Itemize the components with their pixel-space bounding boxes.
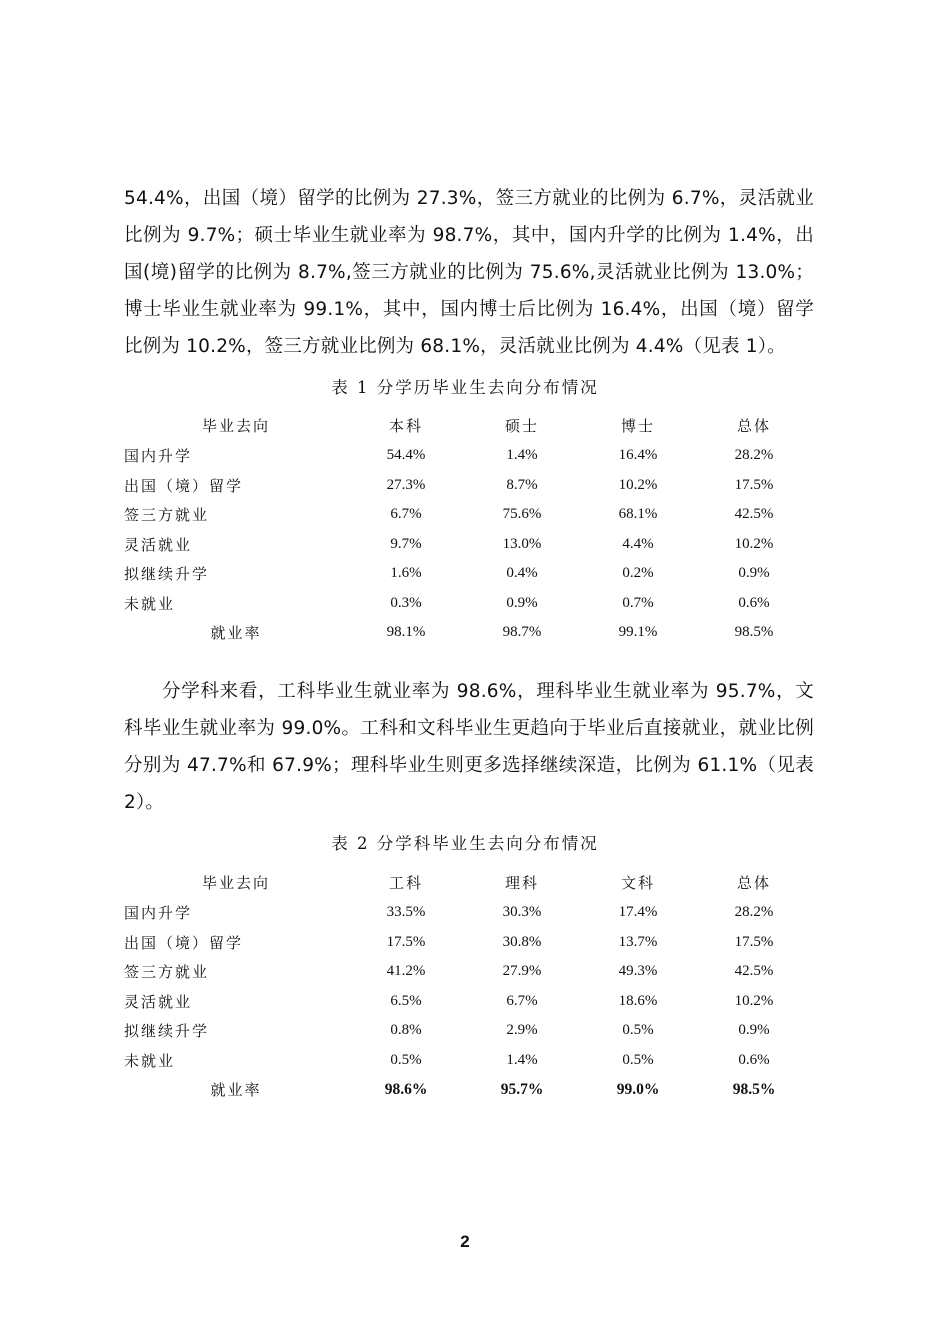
row-label: 未就业 [124, 596, 176, 613]
cell-value: 98.7% [502, 624, 542, 641]
row-label: 国内升学 [124, 449, 193, 466]
header-science: 理科 [504, 876, 539, 892]
cell-value: 0.9% [506, 594, 538, 611]
cell-value: 0.4% [506, 565, 538, 582]
cell-value: 10.2% [618, 476, 658, 493]
row-label: 灵活就业 [124, 994, 193, 1011]
cell-value: 8.7% [506, 476, 538, 493]
cell-value: 1.6% [390, 565, 422, 582]
cell-value: 6.5% [390, 992, 422, 1009]
header-destination: 毕业去向 [201, 419, 270, 435]
cell-value: 10.2% [734, 535, 774, 552]
table-row [124, 987, 812, 1017]
row-label: 出国（境）留学 [124, 935, 244, 952]
table-row [124, 1016, 812, 1046]
table-row [124, 559, 812, 589]
row-label: 就业率 [210, 1083, 262, 1100]
cell-value: 13.0% [502, 535, 542, 552]
cell-value: 99.1% [618, 624, 658, 641]
cell-value: 0.8% [390, 1022, 422, 1039]
table-row [124, 589, 812, 619]
header-liberal-arts: 文科 [620, 876, 655, 892]
cell-value: 17.4% [618, 904, 658, 921]
table1-caption: 表 1 分学历毕业生去向分布情况 [331, 378, 599, 397]
cell-value: 0.6% [738, 594, 770, 611]
row-label: 拟继续升学 [124, 1024, 210, 1041]
cell-value: 49.3% [618, 963, 658, 980]
row-label: 国内升学 [124, 906, 193, 923]
header-overall: 总体 [736, 419, 771, 435]
cell-value: 27.9% [502, 963, 542, 980]
cell-value: 4.4% [622, 535, 654, 552]
table-row [124, 928, 812, 958]
cell-value: 30.3% [502, 904, 542, 921]
table-row [124, 1046, 812, 1076]
table-row [124, 471, 812, 501]
cell-value: 0.9% [738, 1022, 770, 1039]
table-row [124, 530, 812, 560]
cell-value: 28.2% [734, 447, 774, 464]
cell-value: 17.5% [734, 476, 774, 493]
cell-value: 0.5% [390, 1051, 422, 1068]
cell-value: 6.7% [390, 506, 422, 523]
cell-value: 42.5% [734, 506, 774, 523]
cell-value: 42.5% [734, 963, 774, 980]
table-total-row [124, 618, 812, 648]
cell-value: 1.4% [506, 1051, 538, 1068]
header-doctor: 博士 [620, 419, 655, 435]
cell-value: 1.4% [506, 447, 538, 464]
row-label: 拟继续升学 [124, 567, 210, 584]
table2-caption: 表 2 分学科毕业生去向分布情况 [331, 834, 599, 853]
cell-value: 0.6% [738, 1051, 770, 1068]
cell-value: 9.7% [390, 535, 422, 552]
cell-value: 98.6% [384, 1080, 428, 1098]
table-row [124, 500, 812, 530]
cell-value: 17.5% [734, 933, 774, 950]
table-by-discipline [124, 867, 812, 1105]
cell-value: 54.4% [386, 447, 426, 464]
paragraph-discipline-summary: 分学科来看，工科毕业生就业率为 98.6%，理科毕业生就业率为 95.7%，文科毕业生就业率为 99.0%。工科和文科毕业生更趋向于毕业后直接就业，就业比例分别为 47.7%和 67.9%；理科毕业生则更多选择继续深造，比例为 61.1%（见表 2）。 [124, 681, 814, 813]
cell-value: 0.9% [738, 565, 770, 582]
cell-value: 0.2% [622, 565, 654, 582]
row-label: 签三方就业 [124, 965, 210, 982]
table-row [124, 441, 812, 471]
cell-value: 0.5% [622, 1051, 654, 1068]
cell-value: 16.4% [618, 447, 658, 464]
header-destination: 毕业去向 [201, 876, 270, 892]
cell-value: 98.5% [732, 1080, 776, 1098]
table-header-row [124, 410, 812, 441]
cell-value: 17.5% [386, 933, 426, 950]
cell-value: 0.5% [622, 1022, 654, 1039]
cell-value: 30.8% [502, 933, 542, 950]
row-label: 就业率 [210, 626, 262, 643]
row-label: 出国（境）留学 [124, 478, 244, 495]
cell-value: 68.1% [618, 506, 658, 523]
paragraph-degree-summary: 54.4%，出国（境）留学的比例为 27.3%，签三方就业的比例为 6.7%，灵活就业比例为 9.7%；硕士毕业生就业率为 98.7%，其中，国内升学的比例为 1.4%，出国(境)留学的比例为 8.7%,签三方就业的比例为 75.6%,灵活就业比例为 13.0%；博士毕业生就业率为 99.1%，其中，国内博士后比例为 16.4%，出国（境）留学比例为 10.2%，签三方就业比例为 68.1%，灵活就业比例为 4.4%（见表 1）。 [124, 188, 814, 357]
table-row [124, 898, 812, 928]
cell-value: 0.3% [390, 594, 422, 611]
cell-value: 95.7% [500, 1080, 544, 1098]
cell-value: 41.2% [386, 963, 426, 980]
cell-value: 98.1% [386, 624, 426, 641]
cell-value: 13.7% [618, 933, 658, 950]
cell-value: 10.2% [734, 992, 774, 1009]
table-by-degree [124, 410, 812, 648]
table-header-row [124, 867, 812, 898]
header-engineering: 工科 [388, 876, 423, 892]
cell-value: 0.7% [622, 594, 654, 611]
cell-value: 2.9% [506, 1022, 538, 1039]
row-label: 灵活就业 [124, 537, 193, 554]
row-label: 签三方就业 [124, 508, 210, 525]
cell-value: 28.2% [734, 904, 774, 921]
cell-value: 98.5% [734, 624, 774, 641]
cell-value: 27.3% [386, 476, 426, 493]
row-label: 未就业 [124, 1053, 176, 1070]
header-bachelor: 本科 [388, 419, 423, 435]
table-total-row [124, 1075, 812, 1105]
cell-value: 18.6% [618, 992, 658, 1009]
table-row [124, 957, 812, 987]
page-number: 2 [460, 1232, 470, 1251]
cell-value: 33.5% [386, 904, 426, 921]
header-master: 硕士 [504, 419, 539, 435]
cell-value: 6.7% [506, 992, 538, 1009]
cell-value: 75.6% [502, 506, 542, 523]
cell-value: 99.0% [616, 1080, 660, 1098]
header-overall: 总体 [736, 876, 771, 892]
